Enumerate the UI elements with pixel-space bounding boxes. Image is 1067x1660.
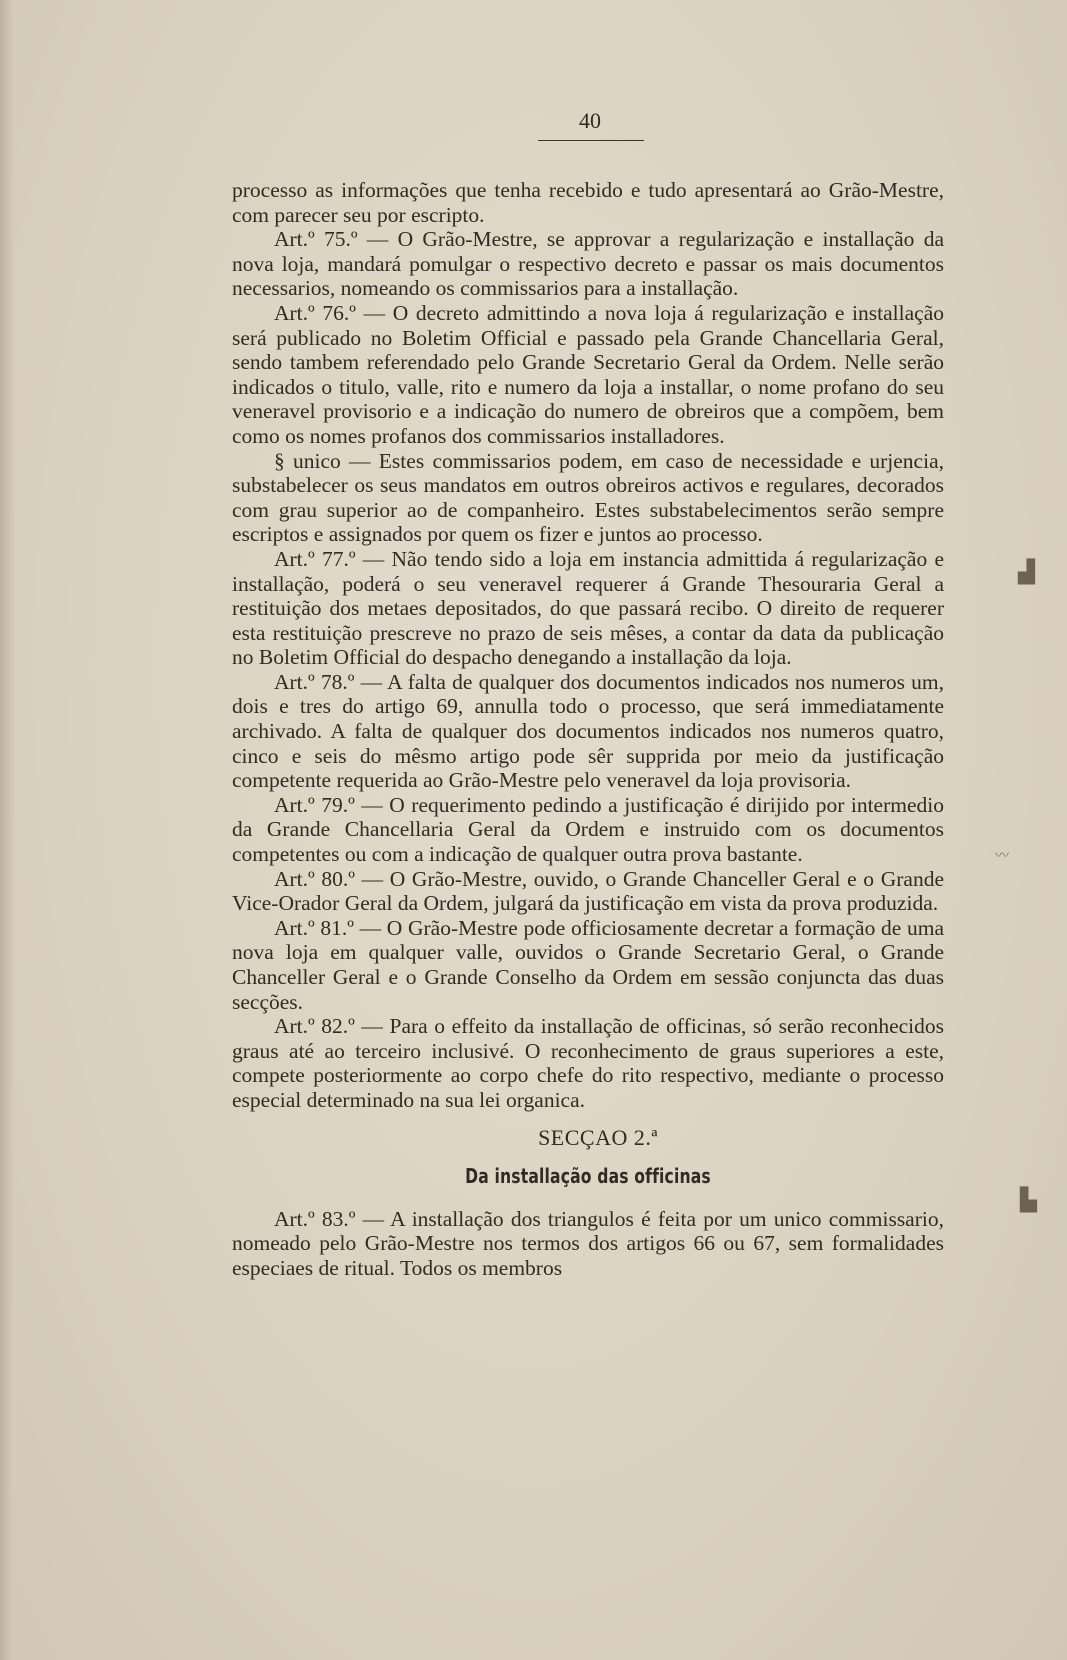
page-spine-shadow bbox=[0, 0, 14, 1660]
page-number: 40 bbox=[579, 108, 601, 133]
article-79: Art.º 79.º — O requerimento pedindo a justificação é dirijido por intermedio da Grande Chancellaria Geral da Ordem e instruido com os documentos competentes ou com a indicação de qualquer outra prova bastante. bbox=[232, 792, 944, 867]
page-number-rule bbox=[538, 140, 644, 141]
article-78: Art.º 78.º — A falta de qualquer dos documentos indicados nos numeros um, dois e tres do artigo 69, annulla todo o processo, que será immediatamente archivado. A falta de qualquer dos documentos indicados nos numeros quatro, cinco e seis do mêsmo artigo pode sêr supprida por meio da justificação competente requerida ao Grão-Mestre pelo veneravel da loja provisoria. bbox=[232, 669, 944, 793]
margin-stain-mark: 〰 bbox=[995, 848, 1009, 864]
body-text bbox=[232, 178, 944, 1281]
article-80: Art.º 80.º — O Grão-Mestre, ouvido, o Grande Chanceller Geral e o Grande Vice-Orador Geral da Ordem, julgará da justificação em vista da prova produzida. bbox=[232, 866, 944, 916]
article-75: Art.º 75.º — O Grão-Mestre, se approvar a regularização e installação da nova loja, mandará pomulgar o respectivo decreto e passar os mais documentos necessarios, nomeando os commissarios para a installação. bbox=[232, 227, 944, 301]
article-76: Art.º 76.º — O decreto admittindo a nova loja á regularização e installação será publicado no Boletim Official e passado pela Grande Chancellaria Geral, sendo tambem referendado pelo Grande Secretario Geral da Ordem. Nelle serão indicados o titulo, valle, rito e numero da loja a installar, o nome profano do seu veneravel provisorio e a indicação do numero de obreiros que a compõem, bem como os nomes profanos dos commissarios installadores. bbox=[232, 300, 944, 448]
margin-stain-mark: ▟ bbox=[1018, 560, 1035, 585]
article-82: Art.º 82.º — Para o effeito da installação de officinas, só serão reconhecidos graus até ao terceiro inclusivé. O reconhecimento de graus superiores a este, compete posteriormente ao corpo chefe do rito respectivo, mediante o processo especial determinado na sua lei organica. bbox=[232, 1014, 944, 1112]
section-number: SECÇAO 2.ª bbox=[538, 1124, 658, 1150]
margin-stain-mark: ▙ bbox=[1020, 1188, 1037, 1213]
paragraph-unico: § unico — Estes commissarios podem, em caso de necessidade e urjencia, substabelecer os seus mandatos em outros obreiros activos e regulares, decorados com grau superior ao de companheiro. Estes substabelecimentos serão sempre escriptos e assignados por quem os fizer e juntos ao processo. bbox=[232, 448, 944, 547]
article-81: Art.º 81.º — O Grão-Mestre pode officiosamente decretar a formação de uma nova loja em qualquer valle, ouvidos o Grande Secretario Geral, o Grande Chanceller Geral e o Grande Conselho da Ordem em sessão conjuncta das duas secções. bbox=[232, 915, 944, 1014]
article-77: Art.º 77.º — Não tendo sido a loja em instancia admittida á regularização e installação, poderá o seu veneravel requerer á Grande Thesouraria Geral a restituição dos metaes depositados, do que passará recibo. O direito de requerer esta restituição prescreve no prazo de seis mêses, a contar da data da publicação no Boletim Official do despacho denegando a installação da loja. bbox=[232, 546, 944, 670]
article-83: Art.º 83.º — A installação dos triangulos é feita por um unico commissario, nomeado pelo Grão-Mestre nos termos dos artigos 66 ou 67, sem formalidades especiaes de ritual. Todos os membros bbox=[232, 1206, 944, 1280]
paragraph-continuation: processo as informações que tenha recebido e tudo apresentará ao Grão-Mestre, com parecer seu por escripto. bbox=[232, 178, 944, 227]
section-title: Da installação das officinas bbox=[465, 1164, 711, 1189]
